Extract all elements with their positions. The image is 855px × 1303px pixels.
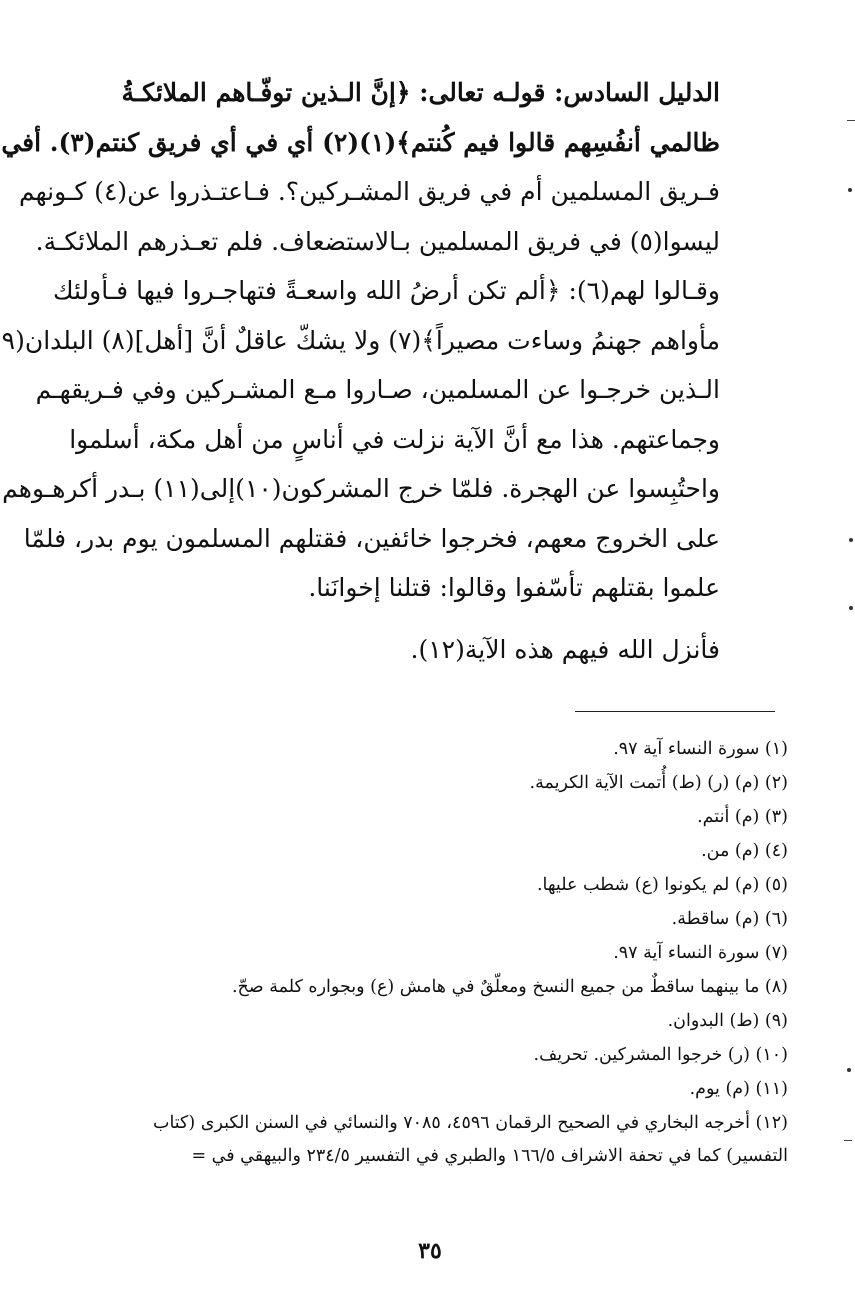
footnote-2: (٢) (م) (ر) (ط) أُتمت الآية الكريمة. bbox=[529, 773, 788, 793]
text-line-1: الدليل السادس: قولـه تعالى: ﴿إنَّ الـذين توفّـاهم الملائكـةُ bbox=[121, 78, 720, 107]
footnote-9: (٩) (ط) البدوان. bbox=[667, 1011, 788, 1031]
footnotes bbox=[30, 732, 788, 1172]
footnote-8: (٨) ما بينهما ساقطٌ من جميع النسخ ومعلّقٌ في هامش (ع) وبجواره كلمة صحّ. bbox=[231, 977, 788, 997]
text-line-10: على الخروج معهم، فخرجوا خائفين، فقتلهم المسلمون يوم بدر، فلمّا bbox=[23, 523, 720, 553]
closing-line: فأنزل الله فيهم هذه الآية(١٢). bbox=[410, 635, 720, 664]
footnote-10: (١٠) (ر) خرجوا المشركين. تحريف. bbox=[533, 1045, 788, 1065]
text-line-9: واحتُبِسوا عن الهجرة. فلمّا خرج المشركون(١٠)إلى(١١) بـدر أكرهـوهم bbox=[2, 474, 720, 503]
footnote-1: (١) سورة النساء آية ٩٧. bbox=[613, 739, 788, 759]
text-line-2: ظالمي أنفُسِهم قالوا فيم كُنتم﴾(١)(٢) أي في أي فريق كنتم(٣). أفي bbox=[1, 127, 720, 157]
text-line-4: ليسوا(٥) في فريق المسلمين بـالاستضعاف. فلم تعـذرهم الملائكـة. bbox=[35, 226, 720, 256]
footnote-6: (٦) (م) ساقطة. bbox=[671, 909, 788, 929]
footnote-4: (٤) (م) من. bbox=[701, 841, 788, 861]
footnote-7: (٧) سورة النساء آية ٩٧. bbox=[613, 943, 788, 963]
margin-dot bbox=[849, 606, 853, 610]
margin-dot bbox=[849, 538, 853, 542]
main-text bbox=[1, 68, 720, 613]
page-number: ٣٥ bbox=[418, 1238, 442, 1264]
footnote-11: (١١) (م) يوم. bbox=[689, 1079, 788, 1099]
text-line-3: فـريق المسلمين أم في فريق المشـركين؟. فـاعتـذروا عن(٤) كـونهم bbox=[18, 177, 720, 206]
footnote-5: (٥) (م) لم يكونوا (ع) شطب عليها. bbox=[536, 875, 788, 895]
margin-dot bbox=[848, 188, 852, 192]
margin-mark bbox=[847, 120, 855, 121]
footnote-3: (٣) (م) أنتم. bbox=[697, 807, 788, 827]
footnote-12-continuation: التفسير) كما في تحفة الاشراف ١٦٦/٥ والطبري في التفسير ٢٣٤/٥ والبيهقي في = bbox=[191, 1146, 788, 1166]
text-line-6: مأواهم جهنمُ وساءت مصيراً﴾(٧) ولا يشكّ عاقلٌ أنَّ [أهل](٨) البلدان(٩ bbox=[1, 325, 720, 355]
margin-dot bbox=[847, 1068, 851, 1072]
text-line-7: الـذين خرجـوا عن المسلمين، صـاروا مـع المشـركين وفي فـريقهـم bbox=[35, 375, 720, 404]
footnote-12: (١٢) أخرجه البخاري في الصحيح الرقمان ٤٥٩٦، ٧٠٨٥ والنسائي في السنن الكبرى (كتاب bbox=[152, 1113, 788, 1133]
text-line-8: وجماعتهم. هذا مع أنَّ الآية نزلت في أناسٍ من أهل مكة، أسلموا bbox=[69, 424, 720, 454]
footnote-separator bbox=[575, 711, 775, 712]
text-line-5: وقـالوا لهم(٦): ﴿ألم تكن أرضُ الله واسعـةً فتهاجـروا فيها فـأولئك bbox=[52, 276, 720, 305]
text-line-11: علموا بقتلهم تأسّفوا وقالوا: قتلنا إخوانَنا. bbox=[308, 573, 720, 602]
margin-mark bbox=[844, 1140, 852, 1141]
